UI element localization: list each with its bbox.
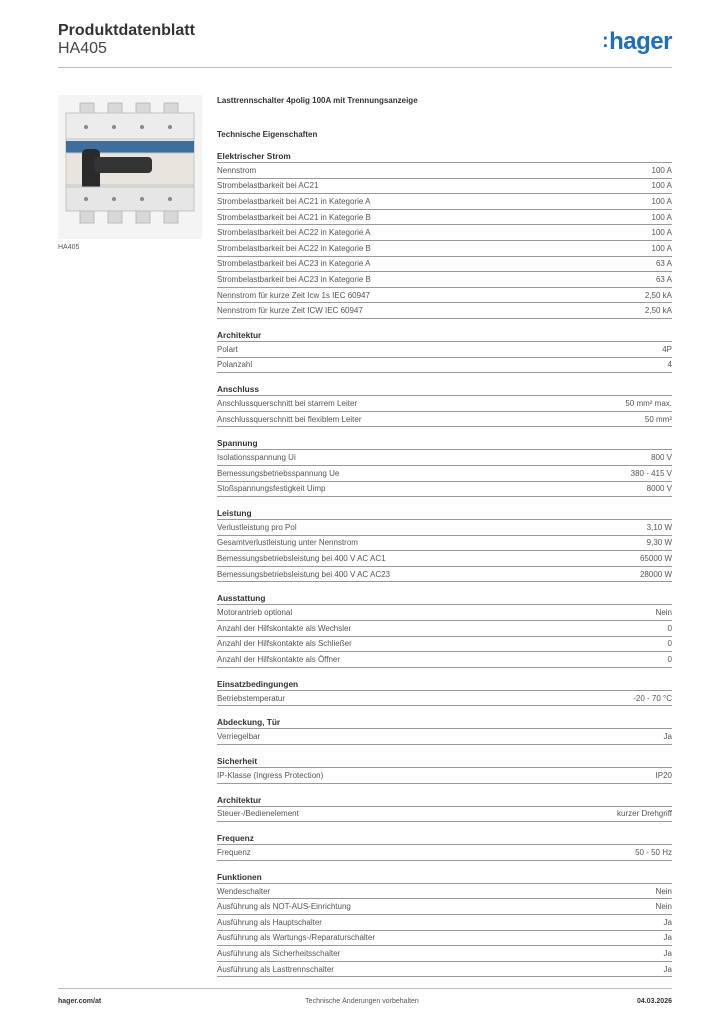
spec-group-title: Architektur bbox=[217, 329, 262, 340]
spec-row bbox=[217, 914, 672, 930]
spec-row bbox=[217, 449, 672, 465]
spec-value: 4P bbox=[662, 344, 672, 354]
spec-value: 65000 W bbox=[639, 554, 672, 564]
spec-row bbox=[217, 302, 672, 319]
spec-row bbox=[217, 636, 672, 652]
spec-label: Bemessungsbetriebsleistung bei 400 V AC AC1 bbox=[217, 554, 386, 564]
spec-row bbox=[217, 481, 672, 498]
spec-label: Strombelastbarkeit bei AC23 in Kategorie A bbox=[217, 259, 371, 269]
spec-row bbox=[217, 411, 672, 428]
spec-group-title: Architektur bbox=[217, 794, 262, 805]
spec-row bbox=[217, 178, 672, 194]
spec-row bbox=[217, 806, 672, 823]
spec-label: Ausführung als Sicherheitsschalter bbox=[217, 948, 341, 958]
spec-row bbox=[217, 728, 672, 745]
spec-value: 3,10 W bbox=[646, 522, 672, 532]
spec-label: Bemessungsbetriebsspannung Ue bbox=[217, 468, 340, 478]
spec-value: Nein bbox=[655, 886, 672, 896]
spec-label: IP-Klasse (Ingress Protection) bbox=[217, 770, 324, 780]
spec-group-title: Ausstattung bbox=[217, 593, 266, 604]
spec-label: Steuer-/Bedienelement bbox=[217, 809, 299, 819]
spec-label: Betriebstemperatur bbox=[217, 693, 286, 703]
spec-group bbox=[217, 755, 672, 784]
spec-row bbox=[217, 690, 672, 707]
spec-label: Stoßspannungsfestigkeit Uimp bbox=[217, 484, 326, 494]
spec-value: 0 bbox=[667, 623, 672, 633]
spec-group bbox=[217, 592, 672, 667]
logo-text: hager bbox=[609, 28, 672, 55]
logo-dots-icon: : bbox=[601, 30, 609, 52]
spec-value: 100 A bbox=[651, 165, 672, 175]
document-header bbox=[58, 22, 195, 58]
spec-groups bbox=[217, 150, 672, 977]
spec-label: Nennstrom bbox=[217, 165, 257, 175]
spec-value: 63 A bbox=[655, 259, 672, 269]
spec-row bbox=[217, 535, 672, 551]
spec-label: Wendeschalter bbox=[217, 886, 271, 896]
product-code: HA405 bbox=[58, 40, 107, 57]
spec-value: 100 A bbox=[651, 212, 672, 222]
spec-label: Strombelastbarkeit bei AC21 in Kategorie B bbox=[217, 212, 371, 222]
spec-value: Ja bbox=[663, 964, 672, 974]
spec-value: 380 - 415 V bbox=[630, 468, 672, 478]
spec-row bbox=[217, 287, 672, 303]
spec-label: Strombelastbarkeit bei AC21 in Kategorie A bbox=[217, 196, 371, 206]
spec-row bbox=[217, 844, 672, 861]
spec-value: Ja bbox=[663, 933, 672, 943]
spec-row bbox=[217, 519, 672, 535]
footer-divider bbox=[58, 988, 672, 989]
spec-group-title: Abdeckung, Tür bbox=[217, 717, 281, 728]
spec-row bbox=[217, 465, 672, 481]
spec-value: 800 V bbox=[651, 453, 672, 463]
spec-value: 8000 V bbox=[646, 484, 672, 494]
spec-group-title: Anschluss bbox=[217, 384, 259, 395]
spec-value: kurzer Drehgriff bbox=[617, 809, 672, 819]
spec-group bbox=[217, 678, 672, 707]
spec-group bbox=[217, 794, 672, 823]
spec-group bbox=[217, 871, 672, 978]
spec-group-title: Leistung bbox=[217, 508, 252, 519]
spec-row bbox=[217, 620, 672, 636]
spec-row bbox=[217, 256, 672, 272]
header-divider bbox=[58, 67, 672, 68]
spec-table bbox=[217, 395, 672, 427]
spec-label: Strombelastbarkeit bei AC22 in Kategorie B bbox=[217, 243, 371, 253]
spec-group-title: Sicherheit bbox=[217, 756, 258, 767]
spec-row bbox=[217, 193, 672, 209]
spec-table bbox=[217, 728, 672, 745]
spec-value: 50 - 50 Hz bbox=[635, 848, 672, 858]
spec-label: Polart bbox=[217, 344, 238, 354]
spec-row bbox=[217, 240, 672, 256]
spec-row bbox=[217, 566, 672, 583]
spec-value: 100 A bbox=[651, 196, 672, 206]
spec-row bbox=[217, 961, 672, 978]
spec-label: Motorantrieb optional bbox=[217, 608, 293, 618]
spec-label: Isolationsspannung Ui bbox=[217, 453, 296, 463]
product-image bbox=[58, 95, 202, 239]
spec-label: Gesamtverlustleistung unter Nennstrom bbox=[217, 538, 358, 548]
spec-table bbox=[217, 767, 672, 784]
spec-value: IP20 bbox=[655, 770, 672, 780]
spec-row bbox=[217, 767, 672, 784]
spec-group bbox=[217, 150, 672, 319]
footer-note: Technische Änderungen vorbehalten bbox=[305, 998, 419, 1005]
spec-value: Ja bbox=[663, 948, 672, 958]
spec-row bbox=[217, 883, 672, 899]
spec-label: Strombelastbarkeit bei AC23 in Kategorie B bbox=[217, 274, 371, 284]
spec-value: 0 bbox=[667, 655, 672, 665]
spec-row bbox=[217, 271, 672, 287]
spec-label: Nennstrom für kurze Zeit Icw 1s IEC 60947 bbox=[217, 290, 370, 300]
spec-value: 2,50 kA bbox=[644, 306, 672, 316]
spec-row bbox=[217, 357, 672, 374]
spec-value: Nein bbox=[655, 608, 672, 618]
spec-table bbox=[217, 449, 672, 497]
spec-value: Nein bbox=[655, 902, 672, 912]
image-caption: HA405 bbox=[58, 244, 80, 251]
spec-row bbox=[217, 209, 672, 225]
spec-table bbox=[217, 162, 672, 319]
spec-table bbox=[217, 604, 672, 667]
footer-date: 04.03.2026 bbox=[636, 998, 672, 1005]
spec-row bbox=[217, 162, 672, 178]
spec-label: Anzahl der Hilfskontakte als Schließer bbox=[217, 639, 352, 649]
spec-value: 28000 W bbox=[639, 569, 672, 579]
spec-label: Ausführung als NOT-AUS-Einrichtung bbox=[217, 902, 351, 912]
spec-group bbox=[217, 437, 672, 497]
spec-value: 4 bbox=[667, 360, 672, 370]
technical-properties-title: Technische Eigenschaften bbox=[217, 130, 318, 139]
document-title: Produktdatenblatt bbox=[58, 22, 195, 39]
spec-label: Nennstrom für kurze Zeit ICW IEC 60947 bbox=[217, 306, 363, 316]
spec-row bbox=[217, 930, 672, 946]
spec-group-title: Frequenz bbox=[217, 833, 254, 844]
spec-label: Anschlussquerschnitt bei starrem Leiter bbox=[217, 398, 358, 408]
spec-group bbox=[217, 329, 672, 373]
spec-table bbox=[217, 883, 672, 978]
spec-value: 100 A bbox=[651, 181, 672, 191]
spec-value: 9,30 W bbox=[646, 538, 672, 548]
spec-label: Ausführung als Lasttrennschalter bbox=[217, 964, 334, 974]
spec-row bbox=[217, 898, 672, 914]
product-description: Lasttrennschalter 4polig 100A mit Trennungsanzeige bbox=[217, 96, 418, 105]
spec-group bbox=[217, 383, 672, 427]
spec-row bbox=[217, 945, 672, 961]
spec-label: Anzahl der Hilfskontakte als Wechsler bbox=[217, 623, 352, 633]
spec-label: Anschlussquerschnitt bei flexiblem Leiter bbox=[217, 414, 362, 424]
spec-row bbox=[217, 550, 672, 566]
spec-group bbox=[217, 832, 672, 861]
spec-row bbox=[217, 395, 672, 411]
spec-label: Ausführung als Hauptschalter bbox=[217, 917, 322, 927]
spec-group bbox=[217, 716, 672, 745]
spec-table bbox=[217, 519, 672, 582]
hager-logo bbox=[602, 28, 672, 56]
spec-group-title: Einsatzbedingungen bbox=[217, 678, 299, 689]
spec-label: Strombelastbarkeit bei AC21 bbox=[217, 181, 319, 191]
spec-table bbox=[217, 844, 672, 861]
footer-website: hager.com/at bbox=[58, 998, 102, 1005]
spec-label: Anzahl der Hilfskontakte als Öffner bbox=[217, 655, 341, 665]
spec-label: Verlustleistung pro Pol bbox=[217, 522, 297, 532]
spec-value: Ja bbox=[663, 732, 672, 742]
spec-label: Strombelastbarkeit bei AC22 in Kategorie A bbox=[217, 228, 371, 238]
spec-table bbox=[217, 341, 672, 373]
spec-value: 100 A bbox=[651, 228, 672, 238]
spec-value: -20 - 70 °C bbox=[633, 693, 672, 703]
spec-value: 50 mm² bbox=[644, 414, 672, 424]
spec-group-title: Spannung bbox=[217, 438, 258, 449]
spec-label: Frequenz bbox=[217, 848, 251, 858]
spec-value: 0 bbox=[667, 639, 672, 649]
spec-row bbox=[217, 651, 672, 668]
spec-content bbox=[217, 96, 672, 987]
spec-value: 50 mm² max. bbox=[625, 398, 672, 408]
spec-table bbox=[217, 806, 672, 823]
spec-value: 63 A bbox=[655, 274, 672, 284]
spec-group bbox=[217, 507, 672, 582]
spec-label: Verriegelbar bbox=[217, 732, 261, 742]
spec-row bbox=[217, 224, 672, 240]
spec-group-title: Elektrischer Strom bbox=[217, 151, 291, 161]
spec-value: 100 A bbox=[651, 243, 672, 253]
spec-table bbox=[217, 690, 672, 707]
spec-label: Bemessungsbetriebsleistung bei 400 V AC AC23 bbox=[217, 569, 390, 579]
spec-value: 2,50 kA bbox=[644, 290, 672, 300]
spec-label: Ausführung als Wartungs-/Reparaturschalter bbox=[217, 933, 375, 943]
spec-group-title: Funktionen bbox=[217, 871, 262, 882]
spec-value: Ja bbox=[663, 917, 672, 927]
spec-row bbox=[217, 604, 672, 620]
spec-label: Polanzahl bbox=[217, 360, 253, 370]
spec-row bbox=[217, 341, 672, 357]
switch-disconnector-image bbox=[58, 95, 202, 239]
